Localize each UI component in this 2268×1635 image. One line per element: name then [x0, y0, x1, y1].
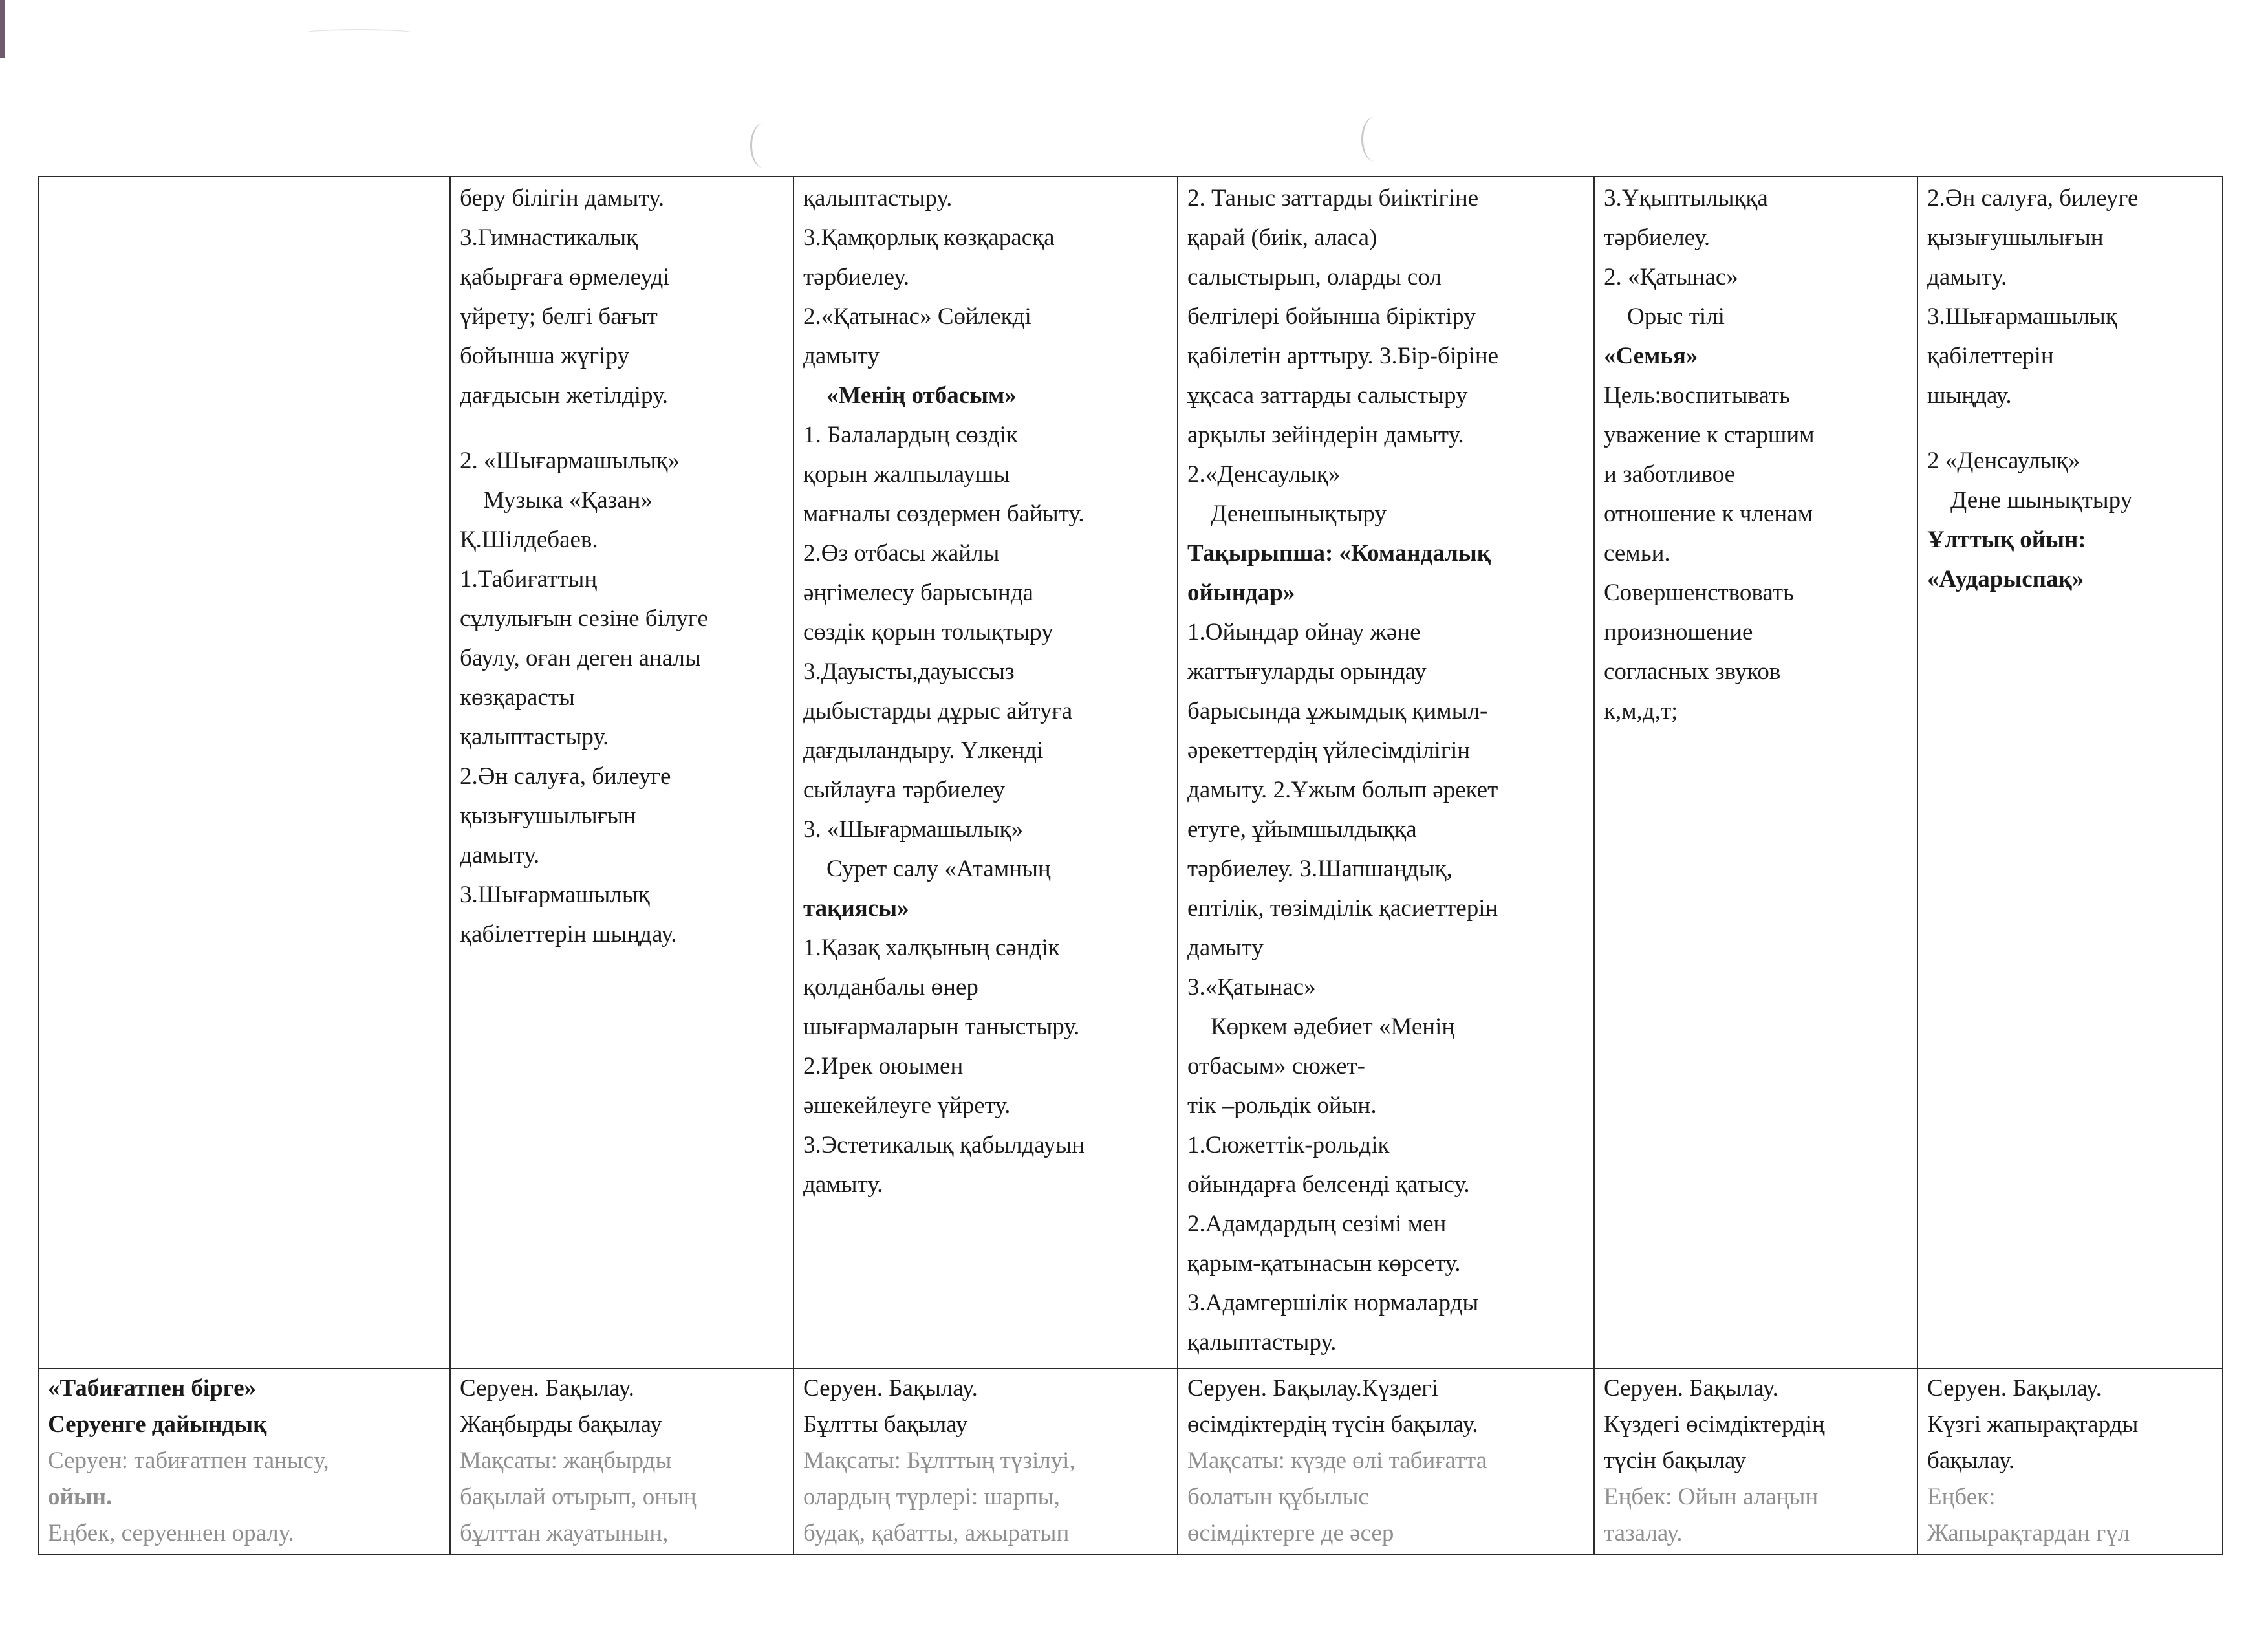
cell-text-line: етуге, ұйымшылдыққа: [1187, 816, 1417, 843]
cell-text-line: өсімдіктердің түсін бақылау.: [1187, 1411, 1478, 1438]
walk-cell-day-1: [450, 1369, 794, 1555]
cell-text-line: 3.Эстетикалық қабылдауын: [803, 1132, 1085, 1158]
cell-text-line: Денешынықтыру: [1211, 501, 1387, 527]
cell-text-line: Дене шынықтыру: [1950, 487, 2133, 514]
cell-text-line: тәрбиелеу. 3.Шапшаңдық,: [1187, 856, 1453, 882]
cell-text-line: тік –рольдік ойын.: [1187, 1092, 1377, 1119]
cell-text-line: согласных звуков: [1604, 658, 1781, 685]
cell-text-line: қабілеттерін шыңдау.: [460, 921, 677, 947]
cell-text-line: барысында ұжымдық қимыл-: [1187, 698, 1488, 724]
cell-text-line: Музыка «Қазан»: [483, 487, 653, 514]
cell-text-line: тақиясы»: [803, 895, 909, 922]
cell-text-line: үйрету; белгі бағыт: [460, 303, 658, 330]
scan-scuff-mark: [304, 29, 414, 37]
cell-text-line: беру білігін дамыту.: [460, 185, 665, 211]
cell-text-line: әрекеттердің үйлесімділігін: [1187, 737, 1471, 764]
cell-text-line: шығармаларын таныстыру.: [803, 1013, 1080, 1040]
cell-text-line: олардың түрлері: шарпы,: [803, 1484, 1060, 1510]
cell-text-line: 2 «Денсаулық»: [1927, 448, 2080, 474]
cell-text-line: әңгімелесу барысында: [803, 579, 1033, 606]
walk-row: [38, 1369, 2223, 1555]
cell-text-line: отбасым» сюжет-: [1187, 1053, 1366, 1079]
cell-text-line: дағдыландыру. Үлкенді: [803, 737, 1044, 764]
cell-text-line: қарым-қатынасын көрсету.: [1187, 1250, 1461, 1277]
cell-text-line: Еңбек: Ойын алаңын: [1604, 1484, 1819, 1510]
cell-text-line: қабілеттерін: [1927, 343, 2054, 369]
cell-text-line: сұлулығын сезіне білуге: [460, 605, 708, 632]
cell-text-line: 1.Табиғаттың: [460, 566, 598, 592]
cell-text-line: 3.«Қатынас»: [1187, 974, 1316, 1001]
cell-text-line: Орыс тілі: [1627, 303, 1725, 330]
cell-text-line: сыйлауға тәрбиелеу: [803, 777, 1006, 803]
cell-text-line: қорын жалпылаушы: [803, 461, 1010, 488]
cell-text-line: 2.Ән салуға, билеуге: [1927, 185, 2139, 211]
cell-text-line: дыбыстарды дұрыс айтуға: [803, 698, 1073, 724]
cell-text-line: «Семья»: [1604, 343, 1698, 369]
cell-text-line: Тақырыпша: «Командалық: [1187, 540, 1491, 567]
cell-text-line: бұлттан жауатынын,: [460, 1520, 669, 1546]
cell-text-line: Жапырақтардан гүл: [1927, 1520, 2130, 1546]
cell-text-line: Серуенге дайындық: [48, 1411, 267, 1438]
cell-text-line: произношение: [1604, 619, 1753, 645]
cell-text-line: жаттығуларды орындау: [1187, 658, 1427, 685]
cell-text-line: ойындарға белсенді қатысу.: [1187, 1171, 1470, 1198]
cell-text-line: ойын.: [48, 1484, 113, 1510]
cell-text-line: 1.Ойындар ойнау және: [1187, 619, 1421, 645]
cell-text-line: Сурет салу «Атамның: [826, 856, 1051, 882]
cell-text-line: Ұлттық ойын:: [1927, 526, 2086, 553]
cell-text-line: болатын құбылыс: [1187, 1484, 1369, 1510]
cell-text-line: қалыптастыру.: [803, 185, 953, 211]
cell-text-line: Еңбек, серуеннен оралу.: [48, 1520, 294, 1546]
walk-cell-day-2: [794, 1369, 1178, 1555]
cell-text-line: уважение к старшим: [1604, 422, 1815, 448]
cell-text-line: 2. «Қатынас»: [1604, 264, 1738, 290]
cell-text-line: 3.Дауысты,дауыссыз: [803, 658, 1015, 685]
walk-cell-day-5: [1917, 1369, 2223, 1555]
cell-text-line: 2. «Шығармашылық»: [460, 448, 680, 474]
cell-text-line: әшекейлеуге үйрету.: [803, 1092, 1011, 1119]
cell-text-line: қабілетін арттыру. 3.Бір-біріне: [1187, 343, 1499, 369]
cell-text-line: шыңдау.: [1927, 382, 2012, 409]
cell-text-line: [1927, 415, 2213, 441]
cell-text-line: 3.Қамқорлық көзқарасқа: [803, 224, 1055, 251]
cell-text-line: Көркем әдебиет «Менің: [1211, 1013, 1455, 1040]
cell-text-line: Жаңбырды бақылау: [460, 1411, 662, 1438]
cell-text-line: көзқарасты: [460, 684, 575, 711]
cell-text-line: дамыту.: [460, 842, 540, 869]
cell-text-line: баулу, оған деген аналы: [460, 645, 701, 671]
activities-cell-day-4: [1594, 177, 1917, 1369]
cell-text-line: к,м,д,т;: [1604, 698, 1678, 724]
cell-text-line: салыстырып, оларды сол: [1187, 264, 1442, 290]
cell-text-line: Цель:воспитывать: [1604, 382, 1790, 409]
cell-text-line: 2.Ирек оюымен: [803, 1053, 964, 1079]
cell-text-line: бақылай отырып, оның: [460, 1484, 697, 1510]
cell-text-line: 2.Өз отбасы жайлы: [803, 540, 1000, 567]
cell-text-line: «Табиғатпен бірге»: [48, 1375, 256, 1402]
cell-text-line: 2. Таныс заттарды биіктігіне: [1187, 185, 1479, 211]
cell-text-line: 2.Адамдардың сезімі мен: [1187, 1211, 1447, 1237]
activities-cell-day-2: [794, 177, 1178, 1369]
cell-text-line: 2.«Қатынас» Сөйлекді: [803, 303, 1031, 330]
weekly-plan-table: [38, 176, 2223, 1555]
cell-text-line: «Менің отбасым»: [826, 382, 1017, 409]
cell-text-line: дамыту. 2.Ұжым болып әрекет: [1187, 777, 1498, 803]
cell-text-line: өсімдіктерге де әсер: [1187, 1520, 1394, 1546]
cell-text-line: 3.Шығармашылық: [460, 882, 650, 908]
cell-text-line: мағналы сөздермен байыту.: [803, 501, 1085, 527]
cell-text-line: семьи.: [1604, 540, 1670, 567]
cell-text-line: 3.Шығармашылық: [1927, 303, 2117, 330]
cell-text-line: қалыптастыру.: [1187, 1329, 1337, 1356]
cell-text-line: Мақсаты: жаңбырды: [460, 1447, 672, 1474]
cell-text-line: қызығушылығын: [460, 803, 636, 829]
cell-text-line: 1.Сюжеттік-рольдік: [1187, 1132, 1390, 1158]
cell-text-line: Серуен. Бақылау.: [460, 1375, 634, 1402]
cell-text-line: 3.Гимнастикалық: [460, 224, 638, 251]
cell-text-line: 3.Ұқыптылыққа: [1604, 185, 1768, 211]
cell-text-line: «Аударыспақ»: [1927, 566, 2084, 592]
cell-text-line: түсін бақылау: [1604, 1447, 1747, 1474]
cell-text-line: бойынша жүгіру: [460, 343, 629, 369]
cell-text-line: [460, 415, 784, 441]
cell-text-line: қабырғаға өрмелеуді: [460, 264, 670, 290]
cell-text-line: Еңбек:: [1927, 1484, 1996, 1510]
cell-text-line: белгілері бойынша біріктіру: [1187, 303, 1476, 330]
cell-text-line: 2.Ән салуға, билеуге: [460, 763, 671, 790]
cell-text-line: 1. Балалардың сөздік: [803, 422, 1018, 448]
punch-hole-mark-left: [750, 123, 778, 168]
cell-text-line: Қ.Шілдебаев.: [460, 526, 598, 553]
cell-text-line: Күзгі жапырақтарды: [1927, 1411, 2139, 1438]
punch-hole-mark-right: [1361, 116, 1389, 162]
cell-text-line: қызығушылығын: [1927, 224, 2104, 251]
cell-text-line: тазалау.: [1604, 1520, 1683, 1546]
cell-text-line: 3.Адамгершілік нормаларды: [1187, 1290, 1479, 1316]
cell-text-line: Күздегі өсімдіктердің: [1604, 1411, 1825, 1438]
cell-text-line: қалыптастыру.: [460, 724, 609, 750]
cell-text-line: тәрбиелеу.: [1604, 224, 1711, 251]
cell-text-line: дағдысын жетілдіру.: [460, 382, 669, 409]
cell-text-line: 1.Қазақ халқының сәндік: [803, 935, 1060, 961]
activities-row: [38, 177, 2223, 1369]
walk-cell-day-4: [1594, 1369, 1917, 1555]
walk-cell-day-3: [1178, 1369, 1594, 1555]
cell-text-line: Бұлтты бақылау: [803, 1411, 968, 1438]
cell-text-line: дамыту.: [1927, 264, 2007, 290]
scan-edge-mark: [0, 0, 5, 58]
cell-text-line: Серуен. Бақылау.Күздегі: [1187, 1375, 1438, 1402]
cell-text-line: Мақсаты: күзде өлі табиғатта: [1187, 1447, 1487, 1474]
cell-text-line: қарай (биік, аласа): [1187, 224, 1377, 251]
activities-cell-day-1: [450, 177, 794, 1369]
cell-text-line: сөздік қорын толықтыру: [803, 619, 1053, 645]
cell-text-line: Мақсаты: Бұлттың түзілуі,: [803, 1447, 1075, 1474]
cell-text-line: 2.«Денсаулық»: [1187, 461, 1341, 488]
cell-text-line: дамыту.: [803, 1171, 883, 1198]
cell-text-line: арқылы зейіндерін дамыту.: [1187, 422, 1464, 448]
cell-text-line: ұқсаса заттарды салыстыру: [1187, 382, 1468, 409]
cell-text-line: дамыту: [1187, 935, 1264, 961]
cell-text-line: тәрбиелеу.: [803, 264, 910, 290]
walk-label-cell: [38, 1369, 450, 1555]
activities-label-cell: [38, 177, 450, 1369]
activities-cell-day-5: [1917, 177, 2223, 1369]
cell-text-line: дамыту: [803, 343, 880, 369]
cell-text-line: будақ, қабатты, ажыратып: [803, 1520, 1070, 1546]
cell-text-line: отношение к членам: [1604, 501, 1813, 527]
cell-text-line: ойындар»: [1187, 579, 1295, 606]
cell-text-line: Серуен. Бақылау.: [803, 1375, 978, 1402]
cell-text-line: қолданбалы өнер: [803, 974, 978, 1001]
cell-text-line: Серуен. Бақылау.: [1604, 1375, 1778, 1402]
cell-text-line: ептілік, төзімділік қасиеттерін: [1187, 895, 1498, 922]
cell-text-line: и заботливое: [1604, 461, 1736, 488]
activities-cell-day-3: [1178, 177, 1594, 1369]
cell-text-line: Серуен: табиғатпен танысу,: [48, 1447, 329, 1474]
cell-text-line: бақылау.: [1927, 1447, 2015, 1474]
cell-text-line: Серуен. Бақылау.: [1927, 1375, 2102, 1402]
cell-text-line: Совершенствовать: [1604, 579, 1794, 606]
cell-text-line: 3. «Шығармашылық»: [803, 816, 1023, 843]
